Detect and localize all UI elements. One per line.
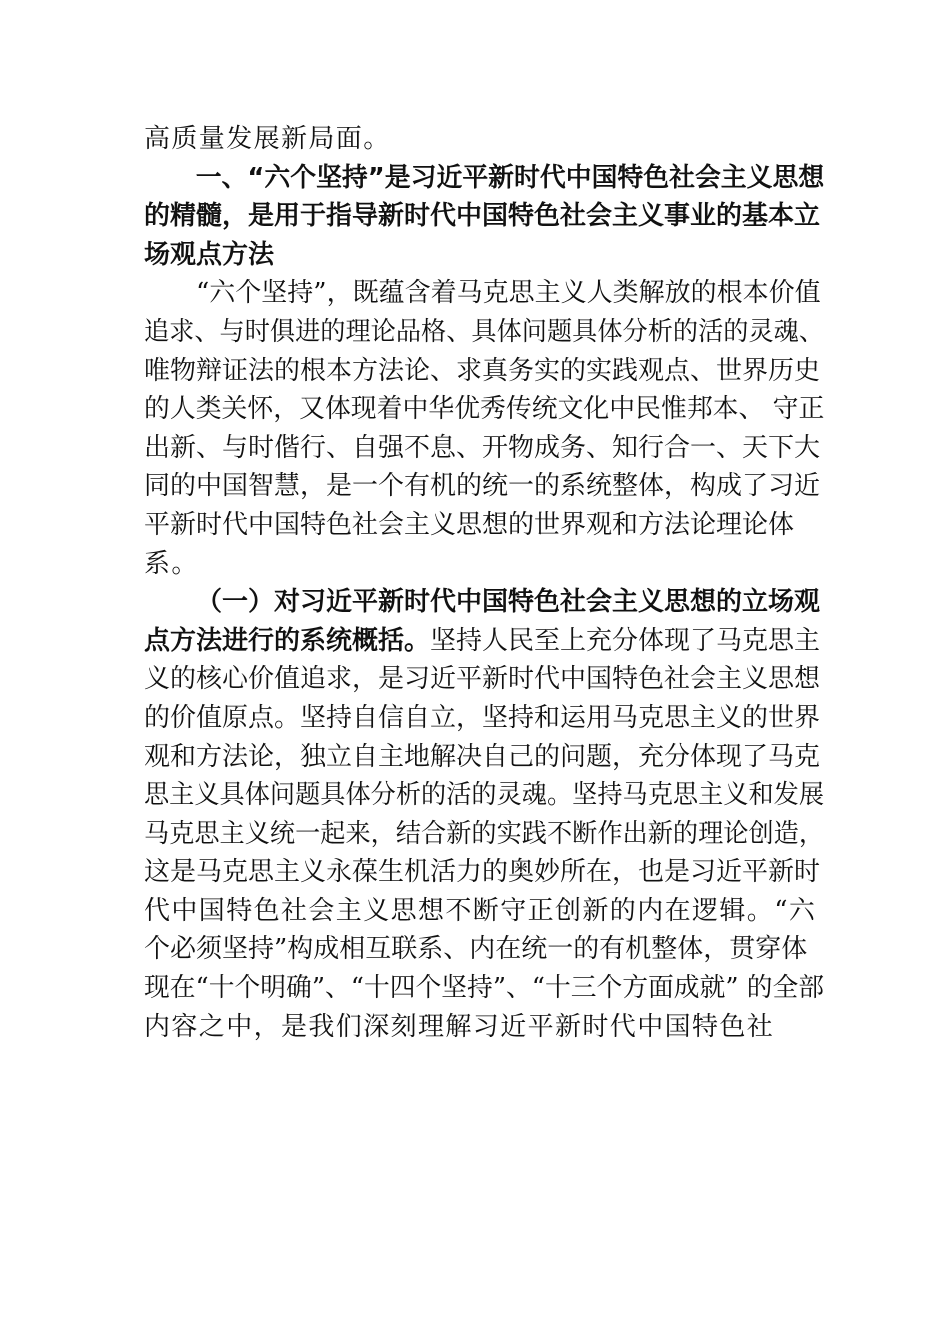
paragraph-2 [144,583,824,1046]
subheading-end: 点方法进行的系统概括。 [144,625,431,656]
paragraph-line: 的人类关怀，又体现着中华优秀传统文化中民惟邦本、 守正 [144,394,825,425]
subheading-line: （一）对习近平新时代中国特色社会主义思想的立场观 [196,587,821,618]
heading-line: 场观点方法 [144,239,275,270]
paragraph-line: 这是马克思主义永葆生机活力的奥妙所在，也是习近平新时 [144,857,821,888]
paragraph-line: 义的核心价值追求，是习近平新时代中国特色社会主义思想 [144,664,821,695]
heading-line: 的精髓，是用于指导新时代中国特色社会主义事业的基本立 [144,201,821,232]
paragraph-line: 马克思主义统一起来，结合新的实践不断作出新的理论创造， [144,818,825,849]
paragraph-line: 同的中国智慧，是一个有机的统一的系统整体，构成了习近 [144,471,821,502]
paragraph-1 [144,274,824,583]
paragraph-line: 唯物辩证法的根本方法论、求真务实的实践观点、世界历史 [144,355,821,386]
paragraph-line: 的价值原点。坚持自信自立，坚持和运用马克思主义的世界 [144,702,821,733]
paragraph-line [144,622,824,661]
paragraph-line: 内容之中，是我们深刻理解习近平新时代中国特色社 [144,1011,775,1042]
paragraph-line: 思主义具体问题具体分析的活的灵魂。坚持马克思主义和发展 [144,780,825,811]
paragraph-line: 平新时代中国特色社会主义思想的世界观和方法论理论体 [144,509,795,540]
heading-line: 一、“六个坚持”是习近平新时代中国特色社会主义思想 [195,162,825,193]
document-page [144,120,824,1046]
paragraph-line: 追求、与时俱进的理论品格、具体问题具体分析的活的灵魂、 [144,316,825,347]
intro-line: 高质量发展新局面。 [144,124,391,154]
paragraph-line: 个必须坚持”构成相互联系、内在统一的有机整体，贯穿体 [144,934,808,965]
paragraph-line: 出新、与时偕行、自强不息、开物成务、知行合一、天下大 [144,432,821,463]
paragraph-line: 代中国特色社会主义思想不断守正创新的内在逻辑。“六 [144,895,817,926]
section-heading [144,159,824,275]
paragraph-line: 系。 [144,548,199,579]
paragraph-line: “六个坚持”，既蕴含着马克思主义人类解放的根本价值 [196,278,821,309]
paragraph-line: 现在“十个明确”、“十四个坚持”、“十三个方面成就” 的全部 [144,973,825,1004]
paragraph-line: 观和方法论，独立自主地解决自己的问题，充分体现了马克 [144,741,821,772]
paragraph-text: 坚持人民至上充分体现了马克思主 [430,625,821,656]
